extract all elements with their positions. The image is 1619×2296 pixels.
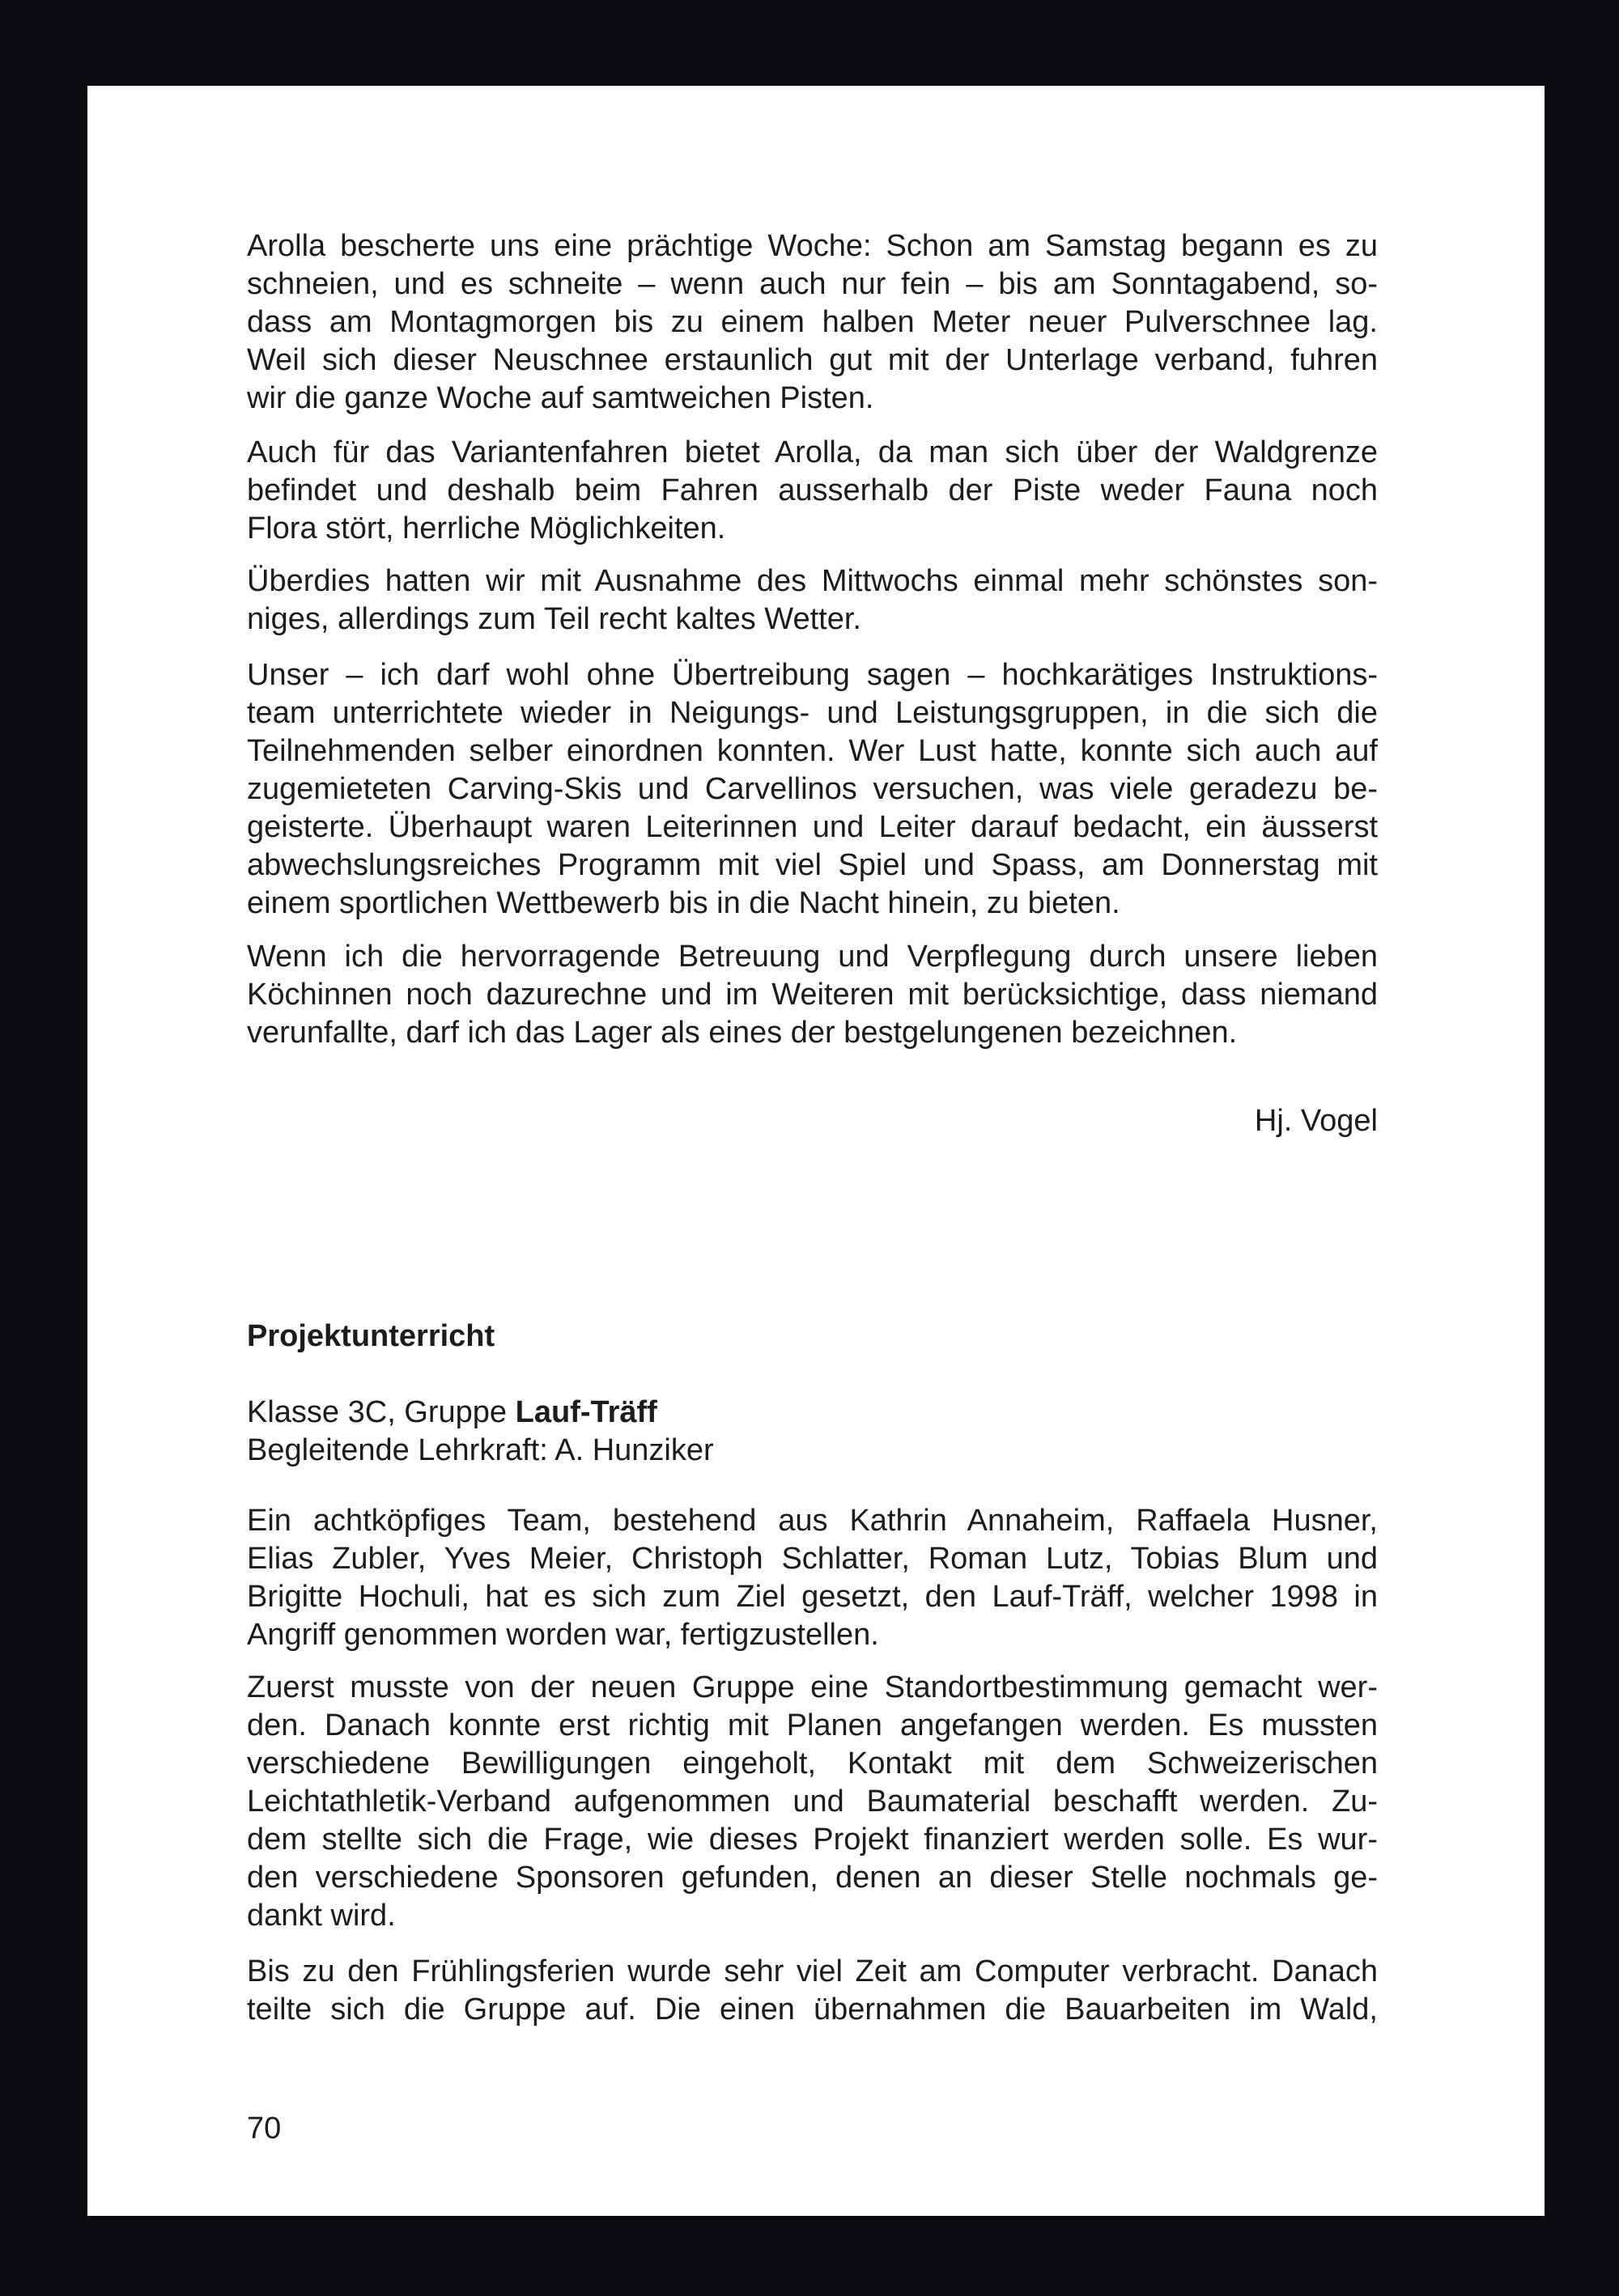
signature: Hj. Vogel xyxy=(1254,1104,1378,1138)
page-number: 70 xyxy=(247,2111,282,2145)
text-line: dem stellte sich die Frage, wie dieses Projekt finanziert werden solle. Es wur- xyxy=(247,1823,1378,1857)
text-line: geisterte. Überhaupt waren Leiterinnen und Leiter darauf bedacht, ein äusserst xyxy=(247,810,1378,844)
paragraph xyxy=(247,1502,1378,1654)
text-line: dass am Montagmorgen bis zu einem halben Meter neuer Pulverschnee lag. xyxy=(247,305,1378,339)
text-line: Ein achtköpfiges Team, bestehend aus Kathrin Annaheim, Raffaela Husner, xyxy=(247,1504,1378,1538)
paragraph xyxy=(247,562,1378,639)
text-line: Zuerst musste von der neuen Gruppe eine Standortbestimmung gemacht wer- xyxy=(247,1670,1378,1704)
paragraph xyxy=(247,227,1378,418)
text-line: niges, allerdings zum Teil recht kaltes Wetter. xyxy=(247,602,861,636)
text-line: verunfallte, darf ich das Lager als eines der bestgelungenen bezeichnen. xyxy=(247,1016,1238,1050)
text-line: Arolla bescherte uns eine prächtige Woche: Schon am Samstag begann es zu xyxy=(247,229,1378,263)
text-line: Flora stört, herrliche Möglichkeiten. xyxy=(247,511,726,545)
paragraph xyxy=(247,434,1378,548)
group-name: Lauf-Träff xyxy=(515,1395,657,1429)
text-line: teilte sich die Gruppe auf. Die einen übernahmen die Bauarbeiten im Wald, xyxy=(247,1993,1378,2027)
text-line: Weil sich dieser Neuschnee erstaunlich gut mit der Unterlage verband, fuhren xyxy=(247,343,1378,377)
text-line: Elias Zubler, Yves Meier, Christoph Schlatter, Roman Lutz, Tobias Blum und xyxy=(247,1542,1378,1576)
paragraph xyxy=(247,1953,1378,2029)
text-line: Teilnehmenden selber einordnen konnten. Wer Lust hatte, konnte sich auch auf xyxy=(247,734,1378,768)
text-line: Leichtathletik-Verband aufgenommen und Baumaterial beschafft werden. Zu- xyxy=(247,1785,1378,1819)
section-heading: Projektunterricht xyxy=(247,1319,495,1353)
text-line: Brigitte Hochuli, hat es sich zum Ziel gesetzt, den Lauf-Träff, welcher 1998 in xyxy=(247,1580,1378,1614)
text-line: verschiedene Bewilligungen eingeholt, Kontakt mit dem Schweizerischen xyxy=(247,1746,1378,1780)
text-line: Wenn ich die hervorragende Betreuung und Verpflegung durch unsere lieben xyxy=(247,940,1378,974)
class-label: Klasse 3C, Gruppe xyxy=(247,1395,516,1429)
paragraph xyxy=(247,1669,1378,1935)
text-line: dankt wird. xyxy=(247,1899,396,1933)
text-line: Auch für das Variantenfahren bietet Arolla, da man sich über der Waldgrenze xyxy=(247,435,1378,469)
text-line: den verschiedene Sponsoren gefunden, denen an dieser Stelle nochmals ge- xyxy=(247,1861,1378,1895)
text-line: den. Danach konnte erst richtig mit Planen angefangen werden. Es mussten xyxy=(247,1708,1378,1742)
text-line: team unterrichtete wieder in Neigungs- und Leistungsgruppen, in die sich die xyxy=(247,696,1378,730)
text-line: Unser – ich darf wohl ohne Übertreibung sagen – hochkarätiges Instruktions- xyxy=(247,658,1378,692)
text-line: abwechslungsreiches Programm mit viel Spiel und Spass, am Donnerstag mit xyxy=(247,848,1378,882)
text-line: befindet und deshalb beim Fahren ausserhalb der Piste weder Fauna noch xyxy=(247,473,1378,507)
text-line: Angriff genommen worden war, fertigzustellen. xyxy=(247,1618,879,1652)
text-line: zugemieteten Carving-Skis und Carvellinos versuchen, was viele geradezu be- xyxy=(247,772,1378,806)
paragraph xyxy=(247,656,1378,923)
text-line: einem sportlichen Wettbewerb bis in die Nacht hinein, zu bieten. xyxy=(247,886,1120,920)
paragraph xyxy=(247,938,1378,1052)
teacher-line: Begleitende Lehrkraft: A. Hunziker xyxy=(247,1433,714,1467)
text-line: schneien, und es schneite – wenn auch nur fein – bis am Sonntagabend, so- xyxy=(247,267,1378,301)
text-line: Überdies hatten wir mit Ausnahme des Mittwochs einmal mehr schönstes son- xyxy=(247,564,1378,598)
text-line: wir die ganze Woche auf samtweichen Pisten. xyxy=(247,381,874,415)
text-line: Bis zu den Frühlingsferien wurde sehr viel Zeit am Computer verbracht. Danach xyxy=(247,1954,1378,1988)
class-group-line xyxy=(247,1394,1378,1432)
text-line: Köchinnen noch dazurechne und im Weiteren mit berücksichtige, dass niemand xyxy=(247,978,1378,1012)
